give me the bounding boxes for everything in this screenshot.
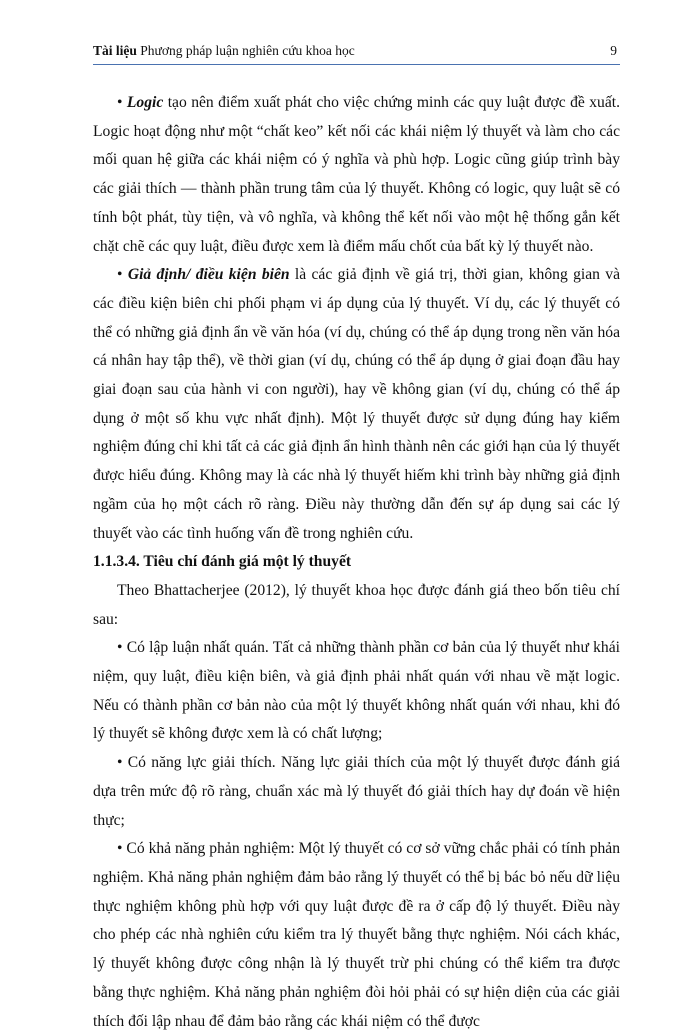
document-title-bold: Tài liệu [93, 43, 137, 58]
criterion-falsifiability: • Có khả năng phản nghiệm: Một lý thuyết có cơ sở vững chắc phải có tính phản nghiệm. Khả năng phản nghiệm đảm bảo rằng lý thuyết có thể bị bác bỏ nếu dữ liệu thực nghiệm không phù hợp với quy luật được đề ra ở cấp độ lý thuyết. Điều này cho phép các nhà nghiên cứu kiểm tra lý thuyết bằng thực nghiệm. Nói cách khác, lý thuyết không được công nhận là lý thuyết trừ phi chúng có thể kiểm tra được bằng thực nghiệm. Khả năng phản nghiệm đòi hỏi phải có sự hiện diện của các giải thích đối lập nhau để đảm bảo rằng các khái niệm có thể được [93, 840, 620, 1030]
paragraph-assumptions-text: là các giả định về giá trị, thời gian, không gian và các điều kiện biên chi phối phạm vi áp dụng của lý thuyết. Ví dụ, các lý thuyết có thể có những giả định ẩn về văn hóa (ví dụ, chúng có thể áp dụng trong nền văn hóa cá nhân hay tập thể), về thời gian (ví dụ, chúng có thể áp dụng ở giai đoạn đầu hay giai đoạn sau của hành vi con người), hay về không gian (ví dụ, chúng có thể áp dụng ở một số khu vực nhất định). Một lý thuyết được sử dụng đúng hay kiểm nghiệm đúng chỉ khi tất cả các giả định ẩn hình thành nên các giới hạn của lý thuyết được hiểu đúng. Không may là các nhà lý thuyết hiếm khi trình bày những giả định ngầm của họ một cách rõ ràng. Điều này thường dẫn đến sự áp dụng sai các lý thuyết vào các tình huống vấn đề trong nghiên cứu. [93, 266, 621, 542]
section-heading: 1.1.3.4. Tiêu chí đánh giá một lý thuyết [93, 553, 352, 571]
page-body [93, 89, 620, 1036]
bullet-glyph: • [117, 266, 128, 284]
criterion-consistency: • Có lập luận nhất quán. Tất cả những thành phần cơ bản của lý thuyết như khái niệm, quy luật, điều kiện biên, và giả định phải nhất quán với nhau về mặt logic. Nếu có thành phần cơ bản nào của một lý thuyết không nhất quán với nhau, khi đó lý thuyết sẽ không được xem là có chất lượng; [93, 639, 620, 743]
paragraph-intro: Theo Bhattacherjee (2012), lý thuyết khoa học được đánh giá theo bốn tiêu chí sau: [93, 581, 620, 628]
document-title [93, 43, 355, 58]
term-assumptions: Giả định/ điều kiện biên [127, 266, 290, 284]
bullet-glyph: • [117, 94, 127, 111]
header-divider [93, 64, 620, 65]
page-header [93, 41, 620, 61]
criterion-explanatory-power: • Có năng lực giải thích. Năng lực giải thích của một lý thuyết được đánh giá dựa trên mức độ rõ ràng, chuẩn xác mà lý thuyết đó giải thích hay dự đoán về hiện thực; [93, 754, 620, 829]
term-logic: Logic [126, 94, 164, 111]
paragraph-logic [93, 89, 620, 261]
page-number: 9 [610, 43, 617, 58]
document-title-rest: Phương pháp luận nghiên cứu khoa học [136, 43, 355, 58]
paragraph-assumptions [93, 261, 620, 548]
paragraph-logic-text: tạo nên điểm xuất phát cho việc chứng minh các quy luật được đề xuất. Logic hoạt động như một “chất keo” kết nối các khái niệm lý thuyết và làm cho các mối quan hệ giữa các khái niệm có ý nghĩa và phù hợp. Logic cũng giúp trình bày các giải thích — thành phần trung tâm của lý thuyết. Không có logic, quy luật sẽ có tính bột phát, tùy tiện, và vô nghĩa, và không thể kết nối vào một hệ thống gắn kết chặt chẽ các quy luật, điều được xem là điểm mấu chốt của bất kỳ lý thuyết nào. [93, 94, 621, 255]
